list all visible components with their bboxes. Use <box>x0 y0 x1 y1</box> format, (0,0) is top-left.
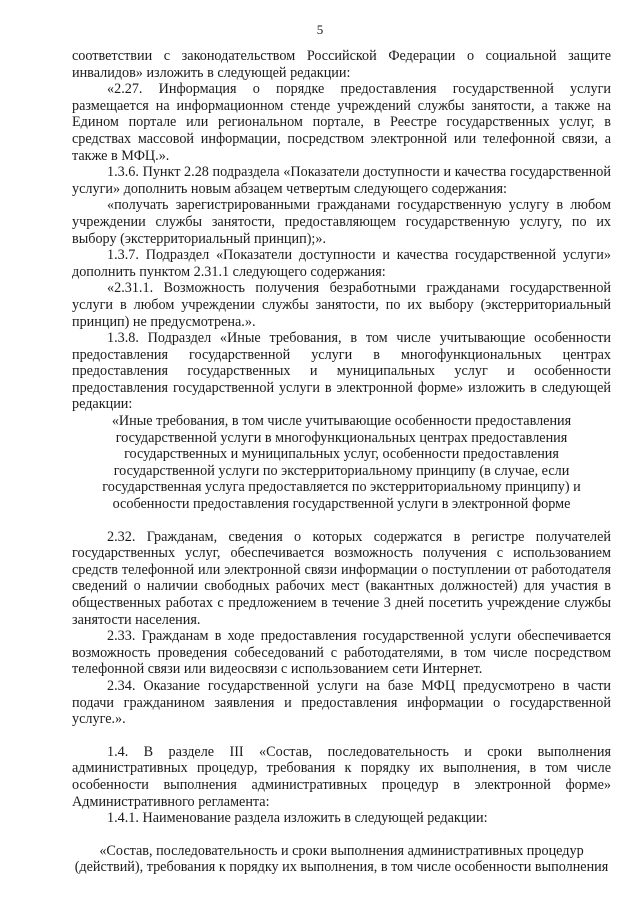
document-body <box>72 48 611 876</box>
paragraph-quote-extraterritorial: «получать зарегистрированными гражданами государственную услугу в любом учреждении службы занятости, предоставляющем государственную услугу, по их выбору (экстерриториальный принцип);». <box>72 197 611 247</box>
paragraph-1-3-8: 1.3.8. Подраздел «Иные требования, в том числе учитывающие особенности предоставления государственной услуги в многофункциональных центрах предоставления государственных и муниципальных услуг и особенности предоставления государственной услуги в электронной форме» изложить в следующей редакции: <box>72 330 611 413</box>
section-title-quote: «Состав, последовательность и сроки выполнения административных процедур (действий), требования к порядку их выполнения, в том числе особенности выполнения <box>74 842 609 876</box>
spacer <box>72 827 611 843</box>
spacer <box>72 728 611 744</box>
paragraph-1-4-1: 1.4.1. Наименование раздела изложить в следующей редакции: <box>107 810 488 827</box>
paragraph-continuation: соответствии с законодательством Российской Федерации о социальной защите инвалидов» изложить в следующей редакции: <box>72 48 611 81</box>
page-number: 5 <box>316 22 324 37</box>
paragraph-1-3-7: 1.3.7. Подраздел «Показатели доступности и качества государственной услуги» дополнить пунктом 2.31.1 следующего содержания: <box>72 247 611 280</box>
subsection-heading-other-requirements: «Иные требования, в том числе учитывающие особенности предоставления государственной услуги в многофункциональных центрах предоставления государственных и муниципальных услуг, особенности предоставления государственной услуги по экстерриториальному принципу (в случае, если государственная услуга предоставляется по экстерриториальному принципу) и особенности предоставления государственной услуги в электронной форме <box>102 413 581 513</box>
spacer <box>72 513 611 529</box>
paragraph-2-31-1: «2.31.1. Возможность получения безработными гражданами государственной услуги в любом учреждении службы занятости, по их выбору (экстерриториальный принцип) не предусмотрена.». <box>72 280 611 330</box>
paragraph-2-27: «2.27. Информация о порядке предоставления государственной услуги размещается на информационном стенде учреждений службы занятости, а также на Едином портале или региональном портале, в Реестре государственных услуг, в средствах массовой информации, посредством электронной или телефонной связи, а также в МФЦ.». <box>72 81 611 164</box>
paragraph-2-33: 2.33. Гражданам в ходе предоставления государственной услуги обеспечивается возможность проведения собеседований с работодателями, в том числе посредством телефонной связи или видеосвязи с использованием сети Интернет. <box>72 628 611 678</box>
paragraph-2-34: 2.34. Оказание государственной услуги на базе МФЦ предусмотрено в части подачи гражданином заявления и предоставления информации о государственной услуге.». <box>72 677 611 728</box>
paragraph-2-32: 2.32. Гражданам, сведения о которых содержатся в регистре получателей государственных услуг, обеспечивается возможность получения с использованием средств телефонной или электронной связи информации о поступлении от работодателя сведений о наличии свободных рабочих мест (вакантных должностей) для участия в общественных работах с предложением в течение 3 дней посетить учреждение службы занятости населения. <box>72 528 611 628</box>
paragraph-1-4: 1.4. В разделе III «Состав, последовательность и сроки выполнения административных процедур, требования к порядку их выполнения, в том числе особенности выполнения административных процедур в электронной форме» Административного регламента: <box>72 743 611 810</box>
paragraph-1-3-6: 1.3.6. Пункт 2.28 подраздела «Показатели доступности и качества государственной услуги» дополнить новым абзацем четвертым следующего содержания: <box>72 164 611 197</box>
